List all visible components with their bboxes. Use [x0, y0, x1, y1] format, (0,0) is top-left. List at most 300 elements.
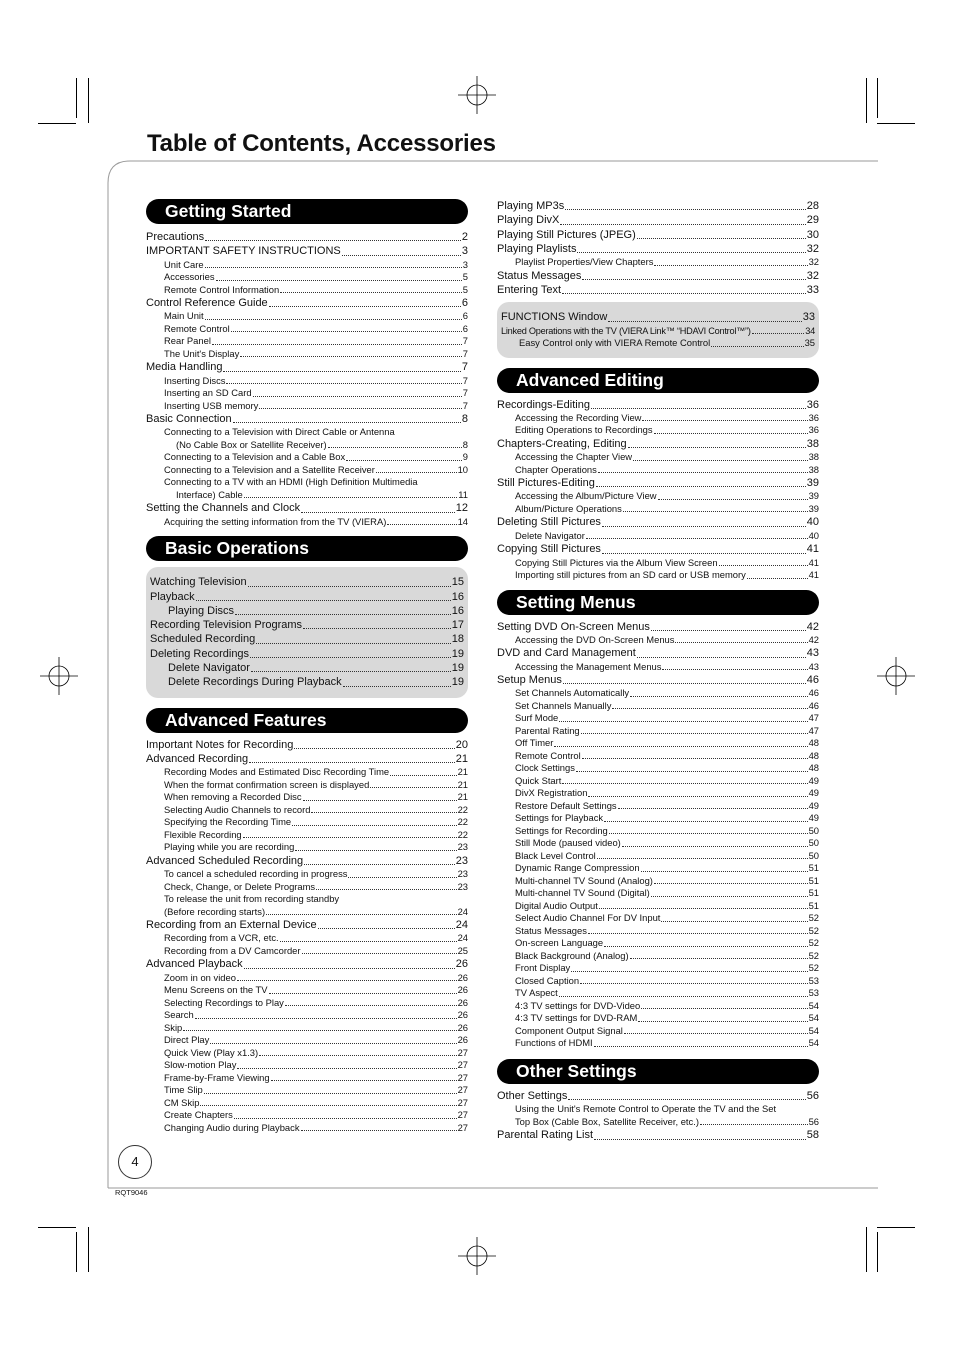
toc-entry-title: Advanced Playback	[146, 958, 243, 971]
toc-entry-page: 26	[457, 1009, 468, 1021]
toc-entry	[497, 412, 819, 425]
toc-entry-title: Connecting to a Television and a Cable Box	[164, 451, 346, 463]
toc-entry-title: Functions of HDMI	[515, 1037, 593, 1049]
toc-entry	[497, 762, 819, 775]
dot-leader	[628, 447, 806, 448]
toc-entry-title: Inserting Discs	[164, 374, 226, 386]
toc-entry	[497, 950, 819, 963]
toc-entry-title: Playing Still Pictures (JPEG)	[497, 228, 636, 241]
toc-entry-title: Surf Mode	[515, 712, 559, 724]
toc-entry-title: Selecting Recordings to Play	[164, 996, 284, 1008]
toc-entry	[497, 283, 819, 297]
toc-entry	[497, 503, 819, 516]
toc-entry-title: Copying Still Pictures via the Album View Screen	[515, 556, 718, 568]
document-code: RQT9046	[115, 1188, 148, 1197]
dot-leader	[563, 683, 806, 684]
toc-entry	[146, 791, 468, 804]
toc-entry-title: Still Pictures-Editing	[497, 477, 595, 490]
dot-leader	[642, 420, 807, 421]
toc-entry	[150, 590, 464, 604]
toc-entry-page: 8	[461, 413, 468, 426]
toc-entry-page: 50	[808, 837, 819, 849]
toc-entry-title: Advanced Scheduled Recording	[146, 854, 304, 867]
toc-entry	[146, 1122, 468, 1135]
toc-entry-title: Delete Navigator	[515, 529, 585, 541]
toc-entry-page: 48	[808, 762, 819, 774]
toc-entry	[497, 712, 819, 725]
dot-leader	[594, 1046, 808, 1047]
toc-entry-page: 26	[457, 971, 468, 983]
toc-entry	[146, 476, 468, 489]
toc-entry-title: Other Settings	[497, 1089, 568, 1102]
toc-entry-title: Playlist Properties/View Chapters	[515, 256, 654, 268]
toc-entry	[146, 412, 468, 426]
toc-entry	[146, 375, 468, 388]
toc-entry	[146, 1034, 468, 1047]
toc-entry-title: Delete Recordings During Playback	[168, 676, 342, 689]
toc-entry-page: 27	[457, 1096, 468, 1108]
dot-leader	[641, 1008, 807, 1009]
toc-entry-page: 39	[808, 490, 819, 502]
toc-entry-page: 32	[806, 242, 819, 255]
toc-entry	[150, 661, 464, 675]
dot-leader	[303, 628, 451, 629]
toc-entry	[150, 604, 464, 618]
toc-entry	[497, 557, 819, 570]
toc-entry	[146, 501, 468, 515]
toc-entry	[146, 1072, 468, 1085]
toc-entry-page: 51	[808, 874, 819, 886]
toc-list-advanced-features	[146, 738, 468, 1134]
dot-leader	[233, 422, 461, 423]
toc-entry	[497, 962, 819, 975]
toc-entry	[497, 937, 819, 950]
toc-entry-page: 26	[457, 1034, 468, 1046]
toc-entry	[497, 737, 819, 750]
toc-entry-page: 21	[457, 766, 468, 778]
toc-entry-page: 35	[804, 337, 815, 349]
section-header-getting-started: Getting Started	[146, 199, 468, 224]
toc-entry	[146, 323, 468, 336]
toc-entry-page: 33	[806, 283, 819, 296]
toc-entry	[146, 271, 468, 284]
dot-leader	[602, 553, 806, 554]
toc-entry-page: 39	[808, 502, 819, 514]
toc-entry	[497, 1116, 819, 1129]
toc-entry-title: Quick View (Play x1.3)	[164, 1046, 259, 1058]
dot-leader	[292, 825, 456, 826]
dot-leader	[311, 812, 456, 813]
dot-leader	[630, 696, 807, 697]
toc-entry-title: Multi-channel TV Sound (Analog)	[515, 874, 653, 886]
toc-entry	[497, 1025, 819, 1038]
dot-leader	[630, 958, 808, 959]
toc-entry	[497, 634, 819, 647]
basic-operations-box	[146, 567, 468, 697]
toc-entry-page: 53	[808, 974, 819, 986]
toc-entry	[150, 647, 464, 661]
toc-entry-page: 7	[462, 387, 468, 399]
dot-leader	[259, 408, 461, 409]
dot-leader	[633, 460, 807, 461]
toc-entry-title: FUNCTIONS Window	[501, 311, 608, 324]
registration-mark-icon	[40, 657, 78, 695]
toc-entry-title: Specifying the Recording Time	[164, 816, 292, 828]
dot-leader	[244, 968, 455, 969]
toc-entry-title: Settings for Recording	[515, 824, 608, 836]
toc-entry-title: Entering Text	[497, 283, 562, 296]
toc-entry-page: 47	[808, 712, 819, 724]
dot-leader	[269, 306, 461, 307]
dot-leader	[343, 686, 451, 687]
dot-leader	[582, 758, 808, 759]
toc-entry-title: Linked Operations with the TV (VIERA Link™ “HDAVI Control™”)	[501, 325, 751, 336]
toc-entry	[146, 766, 468, 779]
dot-leader	[661, 921, 807, 922]
toc-entry-page: 6	[462, 310, 468, 322]
toc-entry-page: 24	[455, 919, 468, 932]
toc-entry-title: When removing a Recorded Disc	[164, 791, 302, 803]
toc-entry-page: 42	[806, 620, 819, 633]
toc-entry	[146, 841, 468, 854]
toc-entry	[146, 1009, 468, 1022]
dot-leader	[560, 224, 805, 225]
toc-entry-title: To release the unit from recording standby	[164, 893, 340, 905]
toc-entry-title: Connecting to a Television with Direct Cable or Antenna	[164, 426, 395, 438]
toc-entry-page: 7	[462, 335, 468, 347]
toc-entry-title: Acquiring the setting information from the TV (VIERA)	[164, 515, 387, 527]
toc-entry-title: Settings for Playback	[515, 812, 604, 824]
dot-leader	[623, 511, 808, 512]
toc-entry-page: 39	[806, 477, 819, 490]
toc-entry-page: 49	[808, 812, 819, 824]
toc-entry	[497, 787, 819, 800]
toc-entry-page: 3	[462, 258, 468, 270]
dot-leader	[599, 908, 808, 909]
toc-entry	[146, 1047, 468, 1060]
toc-entry	[497, 850, 819, 863]
toc-entry-page: 26	[457, 984, 468, 996]
toc-entry-title: Recording from an External Device	[146, 919, 317, 932]
toc-entry-title: Recording Television Programs	[150, 619, 303, 632]
dot-leader	[200, 1105, 456, 1106]
toc-entry	[150, 632, 464, 646]
dot-leader	[582, 279, 805, 280]
toc-list-getting-started	[146, 230, 468, 528]
toc-entry-page: 54	[808, 999, 819, 1011]
toc-entry-title: Importing still pictures from an SD card or USB memory	[515, 569, 746, 581]
toc-entry-page: 8	[462, 438, 468, 450]
toc-entry-title: Rear Panel	[164, 335, 211, 347]
toc-entry-page: 21	[457, 778, 468, 790]
toc-entry-title: Recording Modes and Estimated Disc Recording Time	[164, 766, 390, 778]
dot-leader	[235, 614, 451, 615]
dot-leader	[559, 996, 808, 997]
toc-entry	[146, 752, 468, 766]
dot-leader	[303, 800, 457, 801]
dot-leader	[251, 671, 451, 672]
dot-leader	[586, 538, 808, 539]
toc-entry	[146, 804, 468, 817]
dot-leader	[294, 748, 454, 749]
toc-entry-title: Deleting Still Pictures	[497, 516, 601, 529]
dot-leader	[591, 408, 806, 409]
toc-entry	[146, 779, 468, 792]
left-column	[146, 199, 468, 1134]
toc-entry-title: Black Level Control	[515, 849, 596, 861]
toc-entry	[497, 975, 819, 988]
toc-entry-title: Set Channels Manually	[515, 699, 612, 711]
dot-leader	[196, 600, 451, 601]
toc-entry-title: Playback	[150, 590, 195, 603]
toc-entry-title: Front Display	[515, 962, 571, 974]
dot-leader	[342, 255, 461, 256]
toc-entry-page: 19	[451, 676, 464, 689]
toc-entry-page: 17	[451, 619, 464, 632]
toc-entry-title: Deleting Recordings	[150, 647, 250, 660]
toc-entry-title: Accessories	[164, 271, 215, 283]
toc-entry	[497, 1012, 819, 1025]
toc-entry-title: Check, Change, or Delete Programs	[164, 880, 316, 892]
toc-entry-page: 34	[805, 325, 815, 336]
dot-leader	[259, 1055, 456, 1056]
toc-entry	[497, 673, 819, 687]
toc-entry-page: 54	[808, 1012, 819, 1024]
toc-entry	[497, 530, 819, 543]
toc-entry-page: 23	[457, 841, 468, 853]
toc-entry-page: 30	[806, 228, 819, 241]
dot-leader	[658, 499, 808, 500]
dot-leader	[302, 953, 457, 954]
dot-leader	[285, 1005, 457, 1006]
dot-leader	[237, 980, 457, 981]
toc-entry-title: Interface) Cable	[176, 488, 243, 500]
toc-entry	[146, 284, 468, 297]
toc-entry-title: Editing Operations to Recordings	[515, 424, 653, 436]
dot-leader	[346, 460, 462, 461]
dot-leader	[571, 971, 807, 972]
page-title: Table of Contents, Accessories	[147, 130, 496, 157]
toc-entry	[497, 424, 819, 437]
dot-leader	[280, 292, 462, 293]
dot-leader	[318, 928, 455, 929]
toc-entry-page: 46	[806, 674, 819, 687]
toc-entry-title: Playing Playlists	[497, 242, 577, 255]
toc-entry-title: 4:3 TV settings for DVD-Video	[515, 999, 641, 1011]
toc-entry-page: 29	[806, 214, 819, 227]
dot-leader	[588, 796, 807, 797]
toc-entry	[146, 387, 468, 400]
toc-entry-page: 6	[462, 322, 468, 334]
toc-entry-title: Black Background (Analog)	[515, 949, 629, 961]
toc-entry-title: Time Slip	[164, 1084, 203, 1096]
dot-leader	[612, 708, 807, 709]
dot-leader	[576, 771, 808, 772]
toc-entry-page: 28	[806, 200, 819, 212]
section-header-setting-menus: Setting Menus	[497, 590, 819, 615]
toc-entry-page: 32	[808, 256, 819, 268]
toc-entry	[146, 829, 468, 842]
toc-entry-title: Frame-by-Frame Viewing	[164, 1071, 270, 1083]
dot-leader	[638, 1021, 807, 1022]
toc-entry-title: The Unit's Display	[164, 347, 240, 359]
toc-entry-title: Inserting USB memory	[164, 399, 259, 411]
toc-entry-page: 22	[457, 828, 468, 840]
dot-leader	[602, 526, 806, 527]
functions-box	[497, 302, 819, 357]
toc-entry-page: 3	[461, 245, 468, 258]
toc-entry	[497, 1103, 819, 1116]
toc-entry-page: 49	[808, 787, 819, 799]
dot-leader	[271, 1080, 457, 1081]
toc-entry	[146, 439, 468, 452]
dot-leader	[387, 524, 456, 525]
dot-leader	[210, 1043, 456, 1044]
toc-entry-page: 26	[457, 1021, 468, 1033]
toc-entry-page: 56	[808, 1115, 819, 1127]
toc-entry	[497, 1000, 819, 1013]
toc-entry	[146, 816, 468, 829]
toc-entry-title: Slow-motion Play	[164, 1059, 237, 1071]
toc-entry-title: Select Audio Channel For DV Input	[515, 912, 661, 924]
toc-entry	[146, 360, 468, 374]
toc-entry-title: Changing Audio during Playback	[164, 1121, 300, 1133]
toc-entry-page: 33	[802, 311, 815, 324]
toc-entry	[497, 542, 819, 556]
dot-leader	[223, 371, 460, 372]
toc-entry-page: 52	[808, 949, 819, 961]
toc-entry-page: 32	[806, 269, 819, 282]
toc-entry-page: 16	[451, 590, 464, 603]
toc-entry	[146, 1059, 468, 1072]
toc-entry-title: Component Output Signal	[515, 1024, 623, 1036]
toc-entry	[497, 464, 819, 477]
toc-entry-page: 53	[808, 987, 819, 999]
toc-entry-page: 54	[808, 1024, 819, 1036]
toc-entry-page: 22	[457, 816, 468, 828]
toc-entry	[146, 881, 468, 894]
dot-leader	[256, 643, 451, 644]
toc-entry-title: Album/Picture Operations	[515, 502, 622, 514]
dot-leader	[295, 850, 456, 851]
toc-entry-title: Inserting an SD Card	[164, 387, 252, 399]
dot-leader	[747, 578, 808, 579]
toc-entry	[497, 825, 819, 838]
toc-entry	[146, 400, 468, 413]
dot-leader	[604, 821, 807, 822]
toc-entry	[146, 1109, 468, 1122]
toc-entry-title: Chapters-Creating, Editing	[497, 437, 627, 450]
toc-entry	[497, 256, 819, 269]
toc-entry-title: Using the Unit's Remote Control to Operate the TV and the Set	[515, 1103, 777, 1115]
toc-entry-title: Playing MP3s	[497, 200, 565, 212]
toc-entry-title: Copying Still Pictures	[497, 543, 601, 556]
toc-entry-page: 56	[806, 1089, 819, 1102]
toc-entry-page: 43	[806, 647, 819, 660]
toc-entry-page: 52	[808, 937, 819, 949]
toc-entry-page: 47	[808, 724, 819, 736]
toc-entry-title: Setup Menus	[497, 674, 562, 687]
dot-leader	[243, 837, 457, 838]
dot-leader	[244, 497, 458, 498]
dot-leader	[216, 280, 462, 281]
dot-leader	[637, 238, 806, 239]
toc-entry-title: Recordings-Editing	[497, 398, 590, 411]
toc-entry	[497, 569, 819, 582]
toc-entry-page: 23	[455, 854, 468, 867]
toc-entry-title: Basic Connection	[146, 413, 232, 426]
toc-entry	[146, 738, 468, 752]
dot-leader	[711, 346, 803, 347]
toc-entry-title: Setting DVD On-Screen Menus	[497, 620, 650, 633]
toc-entry	[146, 451, 468, 464]
toc-entry-title: IMPORTANT SAFETY INSTRUCTIONS	[146, 245, 341, 258]
toc-entry	[146, 230, 468, 244]
toc-entry	[497, 515, 819, 529]
toc-entry-page: 27	[457, 1071, 468, 1083]
toc-entry-title: Create Chapters	[164, 1109, 233, 1121]
toc-entry-title: Flexible Recording	[164, 828, 242, 840]
toc-entry-title: Accessing the Album/Picture View	[515, 490, 657, 502]
dot-leader	[195, 1018, 457, 1019]
toc-entry-title: Remote Control Information	[164, 283, 280, 295]
toc-entry-page: 40	[806, 516, 819, 529]
dot-leader	[301, 512, 455, 513]
toc-entry-page: 26	[457, 996, 468, 1008]
toc-entry	[150, 618, 464, 632]
dot-leader	[240, 356, 462, 357]
toc-entry	[146, 489, 468, 502]
toc-entry-page: 50	[808, 849, 819, 861]
toc-entry	[497, 1089, 819, 1103]
toc-entry	[146, 1084, 468, 1097]
toc-entry-page: 52	[808, 924, 819, 936]
toc-entry-title: Closed Caption	[515, 974, 580, 986]
toc-entry-page: 27	[457, 1121, 468, 1133]
toc-entry-page: 7	[462, 374, 468, 386]
toc-entry-title: Easy Control only with VIERA Remote Control	[519, 337, 711, 349]
toc-entry	[497, 437, 819, 451]
dot-leader	[608, 321, 801, 322]
toc-entry-title: Clock Settings	[515, 762, 575, 774]
dot-leader	[568, 1099, 805, 1100]
toc-entry-title: Accessing the DVD On-Screen Menus	[515, 633, 675, 645]
toc-entry-title: Menu Screens on the TV	[164, 984, 268, 996]
dot-leader	[609, 833, 808, 834]
toc-entry-page: 52	[808, 912, 819, 924]
dot-leader	[581, 733, 808, 734]
section-header-advanced-features: Advanced Features	[146, 708, 468, 733]
toc-entry-page: 51	[808, 899, 819, 911]
toc-entry	[497, 213, 819, 227]
toc-entry-title: Media Handling	[146, 361, 223, 374]
dot-leader	[624, 1033, 808, 1034]
toc-entry	[150, 575, 464, 589]
toc-list-functions	[501, 310, 815, 349]
toc-entry-title: Direct Play	[164, 1034, 210, 1046]
dot-leader	[205, 319, 462, 320]
toc-entry-title: Dynamic Range Compression	[515, 862, 640, 874]
toc-entry-title: Control Reference Guide	[146, 297, 268, 310]
dot-leader	[618, 808, 808, 809]
toc-entry-title: Playing DivX	[497, 214, 560, 227]
toc-entry-page: 6	[461, 297, 468, 310]
dot-leader	[559, 721, 807, 722]
toc-entry-title: TV Aspect	[515, 987, 558, 999]
toc-entry-title: Watching Television	[150, 576, 247, 589]
toc-entry-page: 36	[808, 411, 819, 423]
toc-entry-title: Connecting to a Television and a Satellite Receiver	[164, 463, 375, 475]
